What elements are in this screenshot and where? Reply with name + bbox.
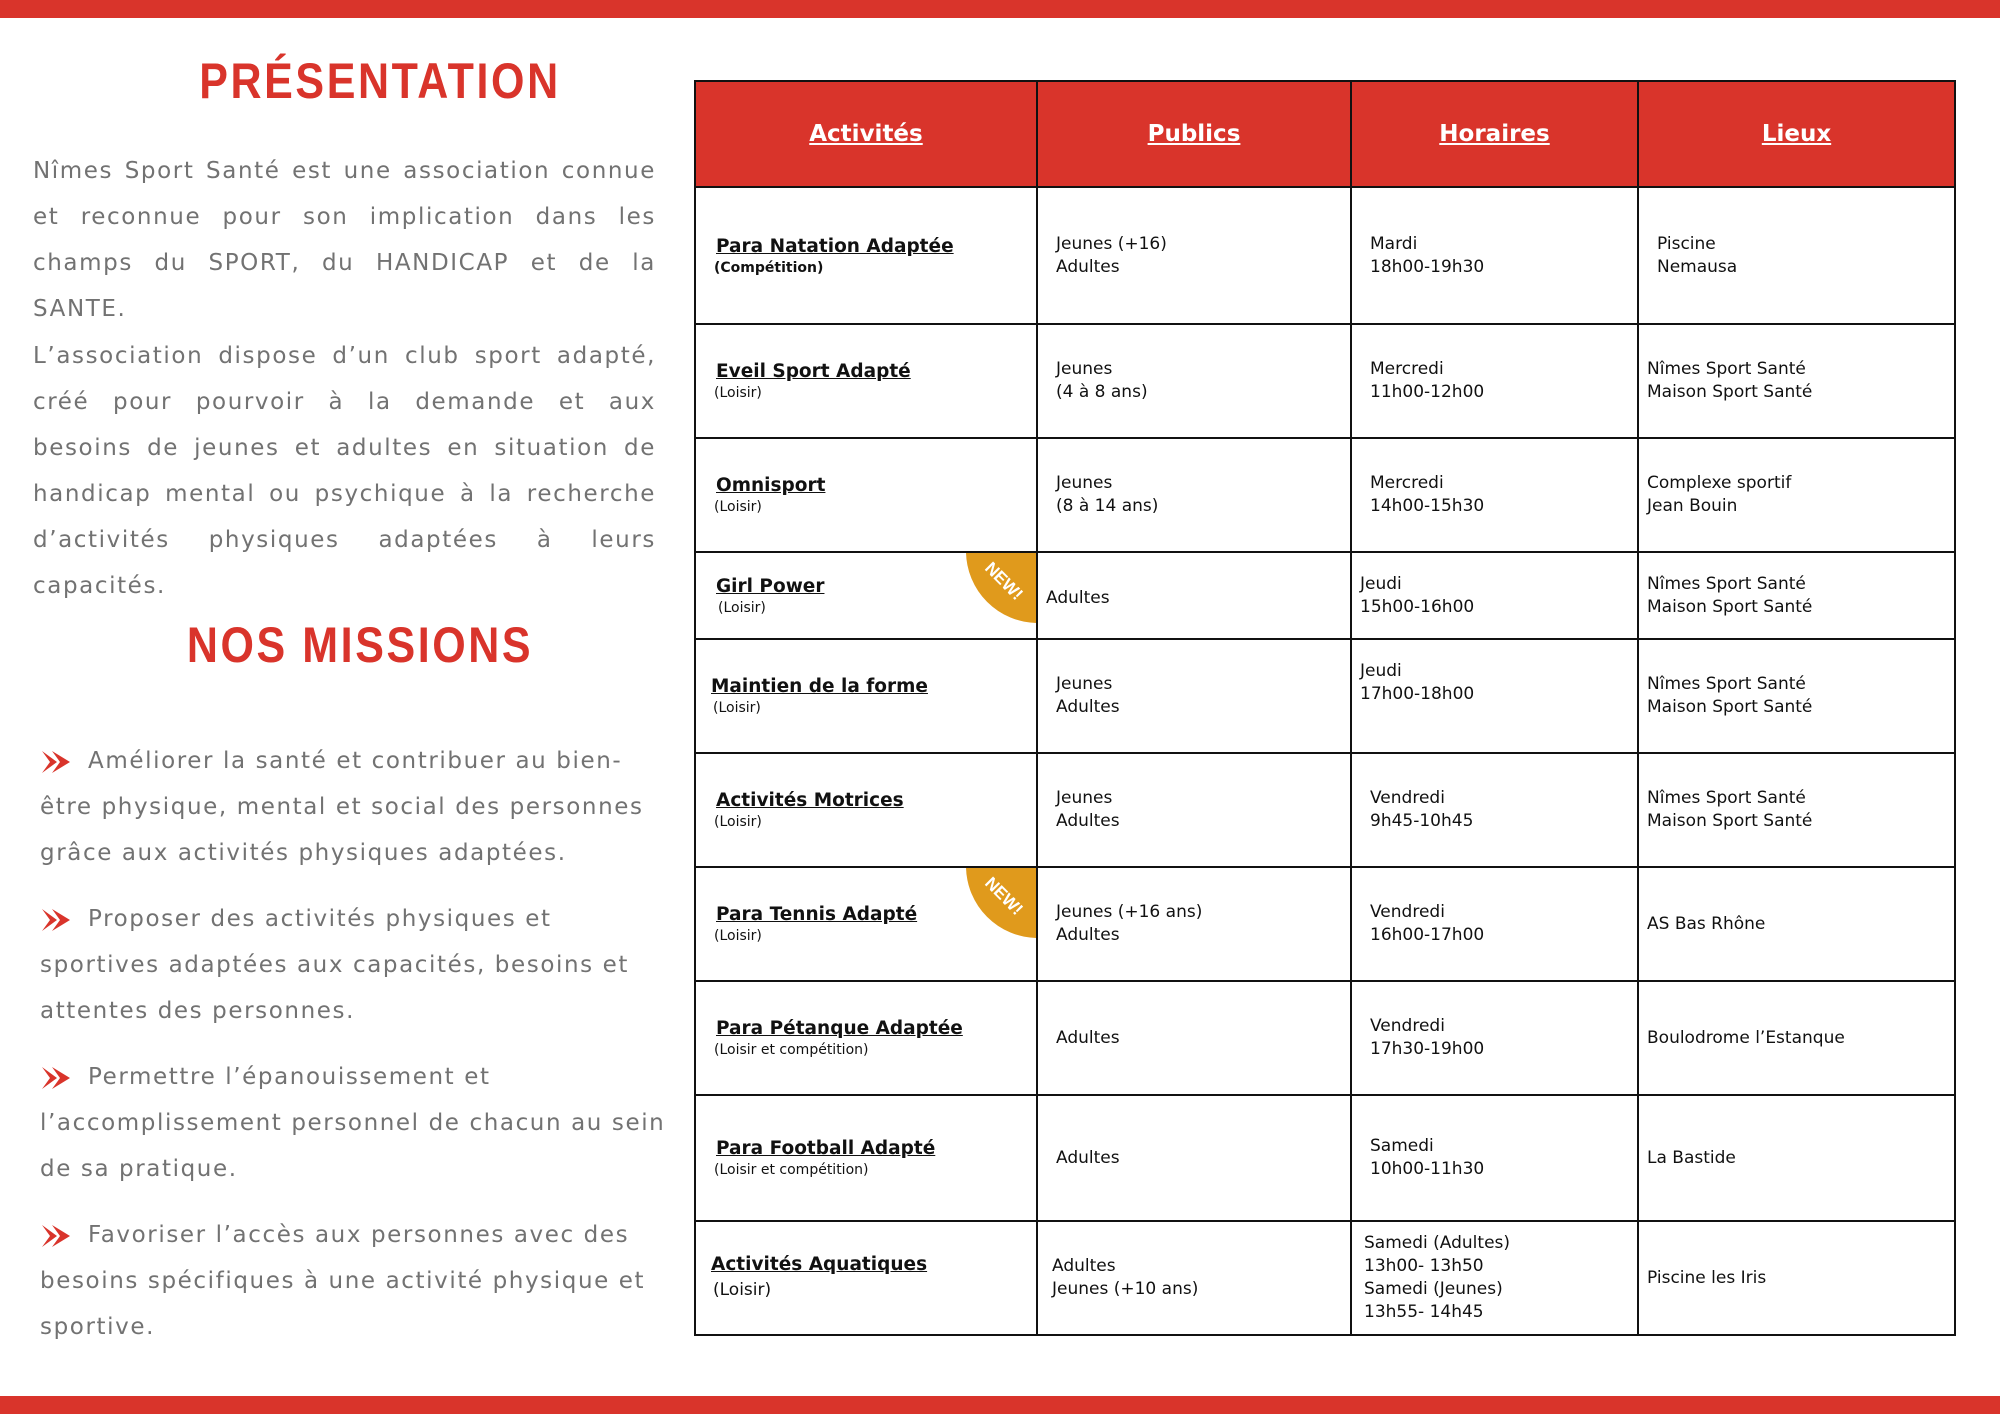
activity-name: Activités Aquatiques <box>711 1254 928 1275</box>
activity-name: Eveil Sport Adapté <box>716 361 911 382</box>
place-cell <box>1638 324 1955 438</box>
schedule-cell <box>1351 867 1638 981</box>
presentation-paragraph-1: Nîmes Sport Santé est une association connue et reconnue pour son implication dans les champs du SPORT, du HANDICAP et de la SANTE. <box>33 158 656 322</box>
place-cell <box>1638 1221 1955 1335</box>
schedule-line: 13h55- 14h45 <box>1364 1302 1484 1322</box>
schedule-line: 14h00-15h30 <box>1370 496 1485 516</box>
public-cell <box>1037 753 1351 867</box>
activity-cell <box>695 867 1037 981</box>
public-cell <box>1037 981 1351 1095</box>
place-line: Maison Sport Santé <box>1647 596 1813 617</box>
schedule-line: Jeudi <box>1360 573 1402 594</box>
place-line: La Bastide <box>1647 1147 1736 1168</box>
schedule-cell <box>1351 639 1638 753</box>
mission-text: Permettre l’épanouissement et l’accomplissement personnel de chacun au sein de sa pratique. <box>40 1064 666 1182</box>
schedule-line: 13h00- 13h50 <box>1364 1256 1484 1276</box>
public-cell <box>1037 639 1351 753</box>
activity-name: Para Pétanque Adaptée <box>716 1018 963 1039</box>
place-cell <box>1638 1095 1955 1221</box>
activity-type: (Loisir) <box>713 700 761 716</box>
missions-title: NOS MISSIONS <box>186 617 534 673</box>
activity-type: (Loisir) <box>714 814 762 830</box>
mission-item <box>40 896 668 1034</box>
double-chevron-right-icon <box>40 749 72 775</box>
activity-cell <box>695 753 1037 867</box>
activity-name: Omnisport <box>716 475 826 496</box>
place-line: Maison Sport Santé <box>1647 382 1813 402</box>
public-cell <box>1037 438 1351 552</box>
schedule-line: Vendredi <box>1370 788 1445 808</box>
public-line: Adultes <box>1056 811 1120 831</box>
place-line: Nemausa <box>1657 256 1738 277</box>
public-line: (8 à 14 ans) <box>1056 496 1159 516</box>
schedule-line: Samedi <box>1370 1136 1434 1156</box>
table-header-row <box>695 81 1955 187</box>
schedule-line: Vendredi <box>1370 902 1445 922</box>
double-chevron-right-icon <box>40 1223 72 1249</box>
place-line: Nîmes Sport Santé <box>1647 359 1806 379</box>
public-line: Jeunes <box>1056 788 1113 808</box>
place-cell <box>1638 639 1955 753</box>
public-line: Adultes <box>1056 1027 1120 1048</box>
place-line: Nîmes Sport Santé <box>1647 788 1806 808</box>
activity-name: Girl Power <box>716 575 825 597</box>
public-line: Adultes <box>1046 588 1110 608</box>
header-horaires: Horaires <box>1351 81 1638 187</box>
table-row <box>695 187 1955 324</box>
mission-item <box>40 1212 668 1350</box>
table-row <box>695 1095 1955 1221</box>
place-line: Nîmes Sport Santé <box>1647 573 1806 594</box>
header-lieux: Lieux <box>1638 81 1955 187</box>
public-cell <box>1037 187 1351 324</box>
schedule-line: 10h00-11h30 <box>1370 1159 1485 1179</box>
schedule-cell <box>1351 324 1638 438</box>
schedule-line: Mercredi <box>1370 359 1444 379</box>
table-row <box>695 324 1955 438</box>
schedule-line: 11h00-12h00 <box>1370 382 1485 402</box>
activity-type: (Loisir) <box>713 1280 772 1300</box>
activity-type: (Loisir) <box>714 928 762 944</box>
activity-type: (Loisir et compétition) <box>714 1162 869 1178</box>
place-line: Boulodrome l’Estanque <box>1647 1027 1845 1048</box>
new-badge-text: NEW! <box>981 873 1027 919</box>
public-cell <box>1037 867 1351 981</box>
activity-type: (Loisir) <box>714 385 762 401</box>
mission-text: Favoriser l’accès aux personnes avec des besoins spécifiques à une activité physique et sportive. <box>40 1222 646 1340</box>
activity-cell <box>695 1221 1037 1335</box>
activity-cell <box>695 552 1037 639</box>
public-line: Adultes <box>1056 925 1120 945</box>
table-row <box>695 981 1955 1095</box>
public-cell <box>1037 1221 1351 1335</box>
schedule-line: 16h00-17h00 <box>1370 925 1485 945</box>
place-line: Piscine les Iris <box>1647 1267 1767 1288</box>
double-chevron-right-icon <box>40 1065 72 1091</box>
activity-cell <box>695 438 1037 552</box>
activity-name: Para Tennis Adapté <box>716 904 918 925</box>
schedule-line: Mardi <box>1370 233 1418 254</box>
schedule-line: Mercredi <box>1370 473 1444 493</box>
mission-text: Améliorer la santé et contribuer au bien-être physique, mental et social des personnes grâce aux activités physiques adaptées. <box>40 748 644 866</box>
activity-cell <box>695 1095 1037 1221</box>
top-accent-bar <box>0 0 2000 18</box>
public-line: Jeunes (+16) <box>1056 233 1167 254</box>
schedule-cell <box>1351 753 1638 867</box>
schedule-line: 17h30-19h00 <box>1370 1039 1485 1059</box>
place-line: Piscine <box>1657 233 1716 254</box>
activity-cell <box>695 981 1037 1095</box>
new-badge-icon <box>966 867 1037 938</box>
schedule-cell <box>1351 981 1638 1095</box>
public-line: Adultes <box>1056 697 1120 717</box>
schedule-cell <box>1351 552 1638 639</box>
place-line: Nîmes Sport Santé <box>1647 674 1806 694</box>
table-row <box>695 639 1955 753</box>
public-line: Adultes <box>1052 1256 1116 1276</box>
place-line: Complexe sportif <box>1647 473 1792 493</box>
activity-name: Para Natation Adaptée <box>716 235 954 257</box>
public-cell <box>1037 1095 1351 1221</box>
table-row <box>695 438 1955 552</box>
activity-type: (Loisir et compétition) <box>714 1042 869 1058</box>
double-chevron-right-icon <box>40 907 72 933</box>
place-cell <box>1638 187 1955 324</box>
activity-type: (Loisir) <box>718 599 766 616</box>
schedule-cell <box>1351 1221 1638 1335</box>
place-cell <box>1638 552 1955 639</box>
schedule-line: 15h00-16h00 <box>1360 596 1475 617</box>
schedule-line: Samedi (Jeunes) <box>1364 1279 1503 1299</box>
place-cell <box>1638 981 1955 1095</box>
activity-type: (Loisir) <box>714 499 762 515</box>
missions-list <box>40 738 668 1370</box>
public-line: (4 à 8 ans) <box>1056 382 1148 402</box>
activity-cell <box>695 187 1037 324</box>
schedule-line: Jeudi <box>1360 661 1402 681</box>
bottom-accent-bar <box>0 1396 2000 1414</box>
table-row <box>695 753 1955 867</box>
activity-cell <box>695 324 1037 438</box>
new-badge-text: NEW! <box>981 558 1027 604</box>
schedule-cell <box>1351 187 1638 324</box>
mission-item <box>40 1054 668 1192</box>
activity-name: Activités Motrices <box>716 790 904 811</box>
activity-cell <box>695 639 1037 753</box>
schedule-line: Vendredi <box>1370 1016 1445 1036</box>
place-cell <box>1638 753 1955 867</box>
table-row <box>695 867 1955 981</box>
table-row <box>695 1221 1955 1335</box>
activity-name: Para Football Adapté <box>716 1138 936 1159</box>
public-line: Jeunes <box>1056 674 1113 694</box>
header-publics: Publics <box>1037 81 1351 187</box>
place-line: Maison Sport Santé <box>1647 811 1813 831</box>
place-line: Jean Bouin <box>1647 496 1738 516</box>
schedule-line: 18h00-19h30 <box>1370 256 1485 277</box>
activities-table <box>694 80 1956 1336</box>
public-cell <box>1037 552 1351 639</box>
activity-name: Maintien de la forme <box>711 676 928 697</box>
mission-item <box>40 738 668 876</box>
header-activites: Activités <box>695 81 1037 187</box>
presentation-title: PRÉSENTATION <box>199 53 561 109</box>
public-line: Adultes <box>1056 1147 1120 1168</box>
schedule-line: 17h00-18h00 <box>1360 684 1475 704</box>
table-row <box>695 552 1955 639</box>
activity-type: (Compétition) <box>714 259 824 276</box>
public-line: Jeunes <box>1056 473 1113 493</box>
mission-text: Proposer des activités physiques et sportives adaptées aux capacités, besoins et attentes des personnes. <box>40 906 630 1024</box>
public-line: Jeunes <box>1056 359 1113 379</box>
schedule-line: Samedi (Adultes) <box>1364 1233 1511 1253</box>
schedule-cell <box>1351 1095 1638 1221</box>
schedule-cell <box>1351 438 1638 552</box>
place-cell <box>1638 438 1955 552</box>
public-line: Adultes <box>1056 256 1120 277</box>
place-line: AS Bas Rhône <box>1647 913 1766 934</box>
place-line: Maison Sport Santé <box>1647 697 1813 717</box>
public-line: Jeunes (+16 ans) <box>1056 902 1203 922</box>
place-cell <box>1638 867 1955 981</box>
new-badge-icon <box>966 552 1037 623</box>
public-line: Jeunes (+10 ans) <box>1052 1279 1199 1299</box>
presentation-paragraph-2: L’association dispose d’un club sport adapté, créé pour pourvoir à la demande et aux besoins de jeunes et adultes en situation de handicap mental ou psychique à la recherche d’activités physiques adaptées à leurs capacités. <box>33 343 656 599</box>
public-cell <box>1037 324 1351 438</box>
schedule-line: 9h45-10h45 <box>1370 811 1474 831</box>
